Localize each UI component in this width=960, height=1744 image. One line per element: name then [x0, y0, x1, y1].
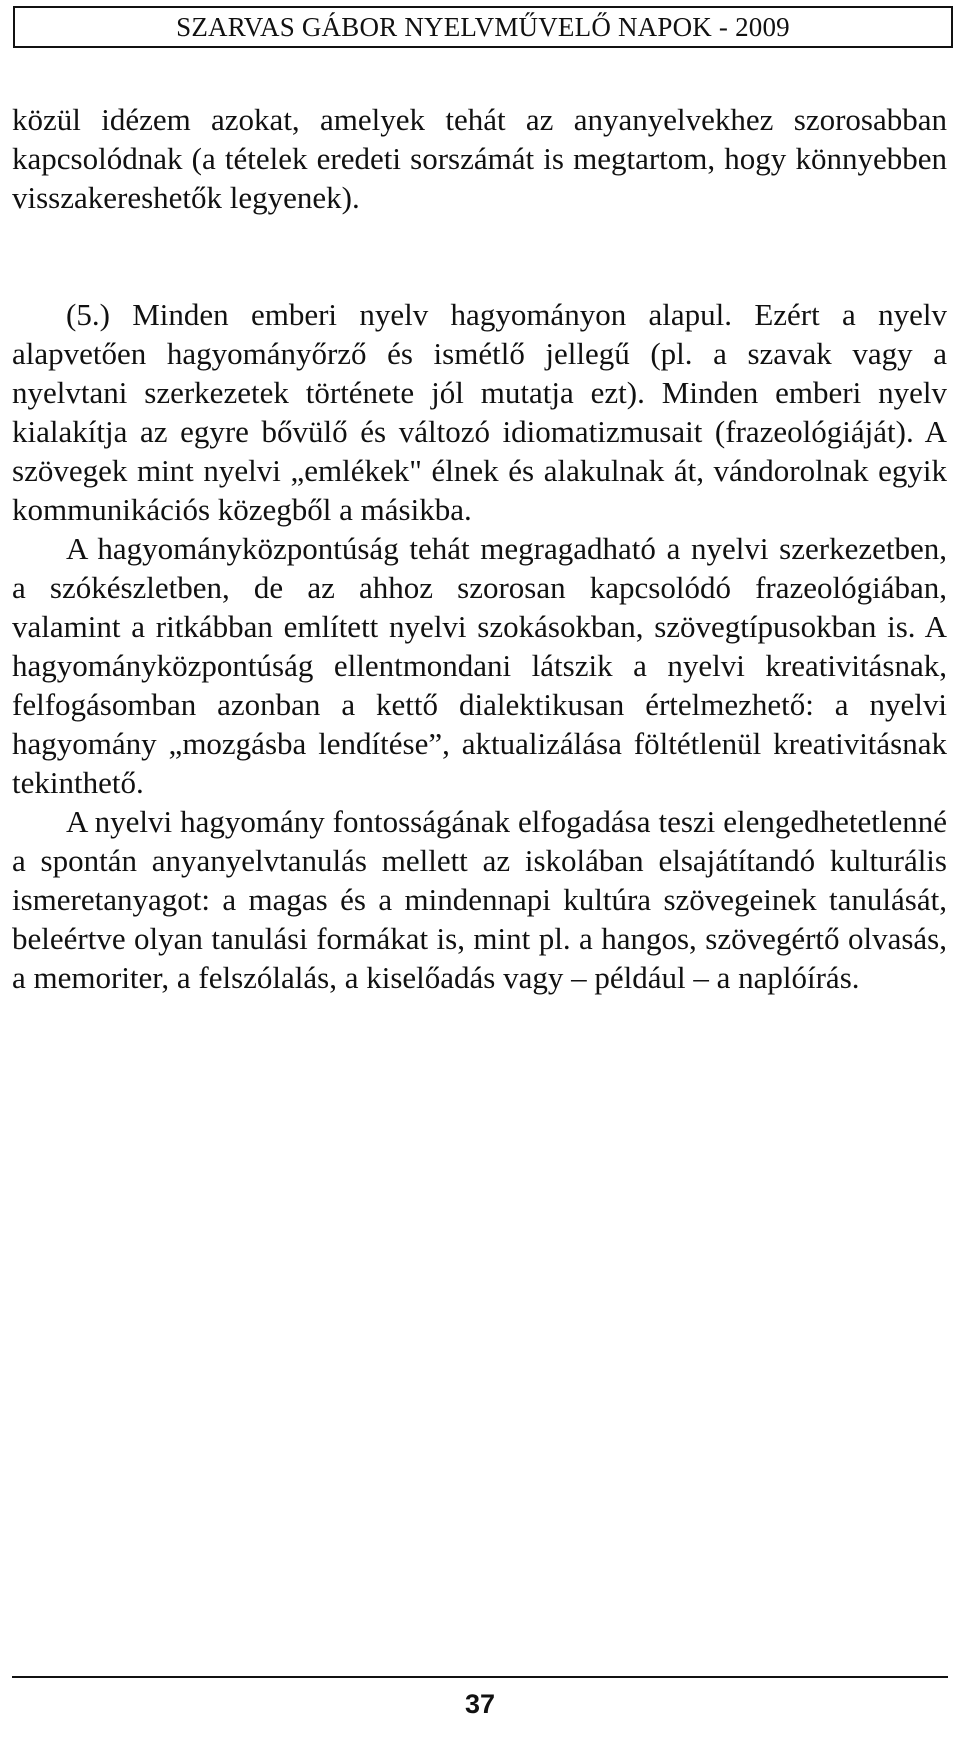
paragraph-education: A nyelvi hagyomány fontosságának elfogadása teszi elengedhetetlenné a spontán anyanyelvtanulás mellett az iskolában elsajátítandó kulturális ismeretanyagot: a magas és a mindennapi kultúra szövegeinek tanulását, beleértve olyan tanulási formákat is, mint pl. a hangos, szövegértő olvasás, a memoriter, a felszólalás, a kiselőadás vagy – például – a naplóírás.	[12, 804, 947, 995]
paragraph-thesis-5: (5.) Minden emberi nyelv hagyományon alapul. Ezért a nyelv alapvetően hagyományőrző és ismétlő jellegű (pl. a szavak vagy a nyelvtani szerkezetek története jól mutatja ezt). Minden emberi nyelv kialakítja az egyre bővülő és változó idiomatizmusait (frazeológiáját). A szövegek mint nyelvi „emlékek" élnek és alakulnak át, vándorolnak egyik kommunikációs közegből a másikba.	[12, 297, 947, 527]
body-text	[12, 100, 947, 997]
paragraph-continuation: közül idézem azokat, amelyek tehát az anyanyelvekhez szorosabban kapcsolódnak (a tételek eredeti sorszámát is megtartom, hogy könnyebben visszakereshetők legyenek).	[12, 102, 947, 215]
footer-rule	[12, 1676, 948, 1678]
paragraph-tradition: A hagyományközpontúság tehát megragadható a nyelvi szerkezetben, a szókészletben, de az ahhoz szorosan kapcsolódó frazeológiában, valamint a ritkábban említett nyelvi szokásokban, szövegtípusokban is. A hagyományközpontúság ellentmondani látszik a nyelvi kreativitásnak, felfogásomban azonban a kettő dialektikusan értelmezhető: a nyelvi hagyomány „mozgásba lendítése”, aktualizálása föltétlenül kreativitásnak tekinthető.	[12, 531, 947, 800]
paragraph-gap	[12, 217, 947, 295]
running-header-title: SZARVAS GÁBOR NYELVMŰVELŐ NAPOK - 2009	[176, 12, 790, 42]
running-header	[13, 6, 953, 48]
page-number: 37	[464, 1689, 496, 1719]
